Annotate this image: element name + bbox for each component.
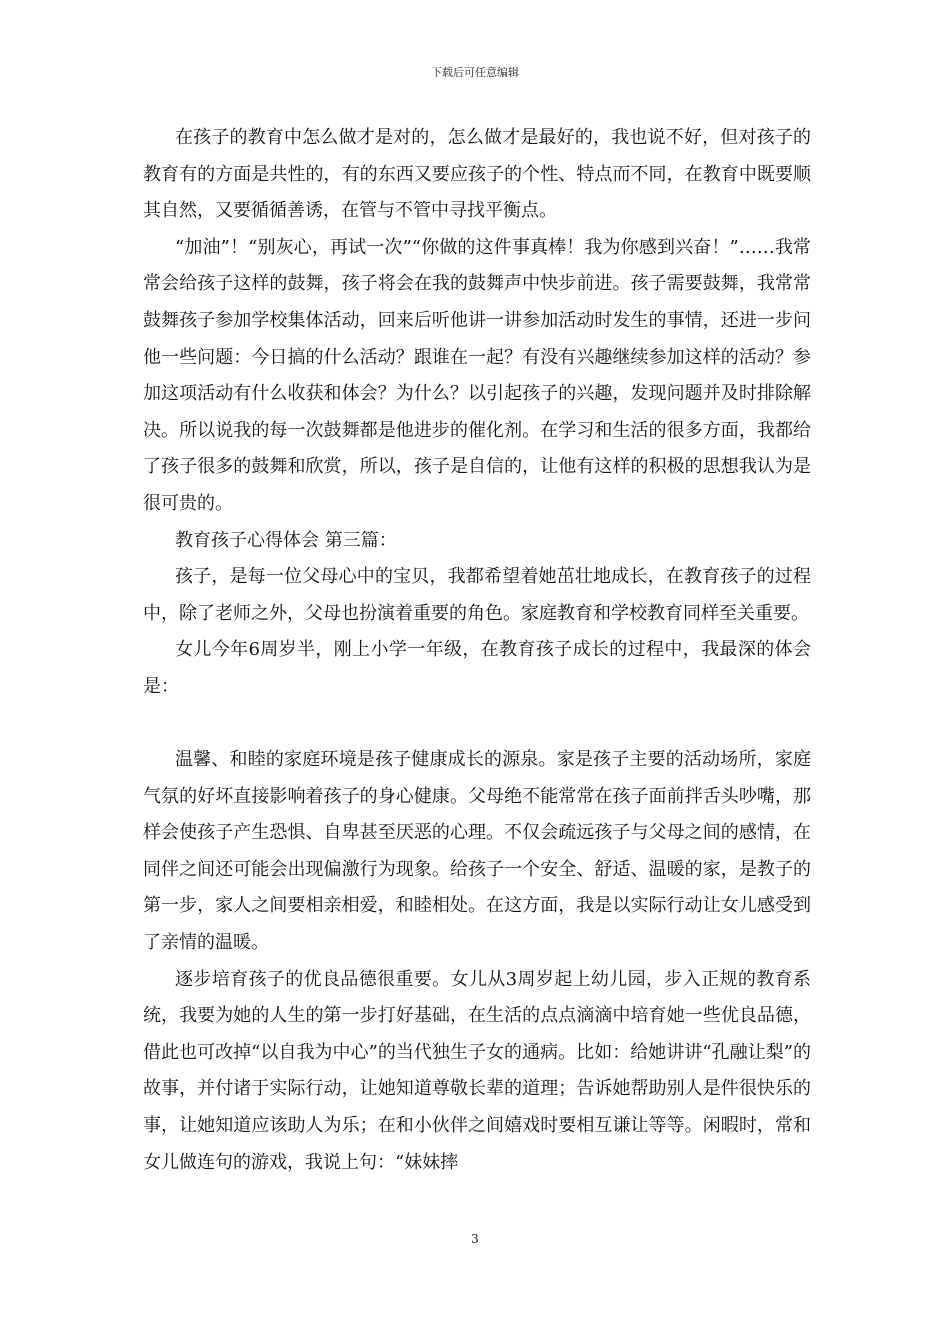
document-body bbox=[143, 120, 811, 1181]
page-number: 3 bbox=[471, 1232, 479, 1246]
paragraph-3: 孩子，是每一位父母心中的宝贝，我都希望着她茁壮地成长，在教育孩子的过程中，除了老师之外，父母也扮演着重要的角色。家庭教育和学校教育同样至关重要。 bbox=[143, 566, 811, 624]
paragraph-6: 逐步培育孩子的优良品德很重要。女儿从3周岁起上幼儿园，步入正规的教育系统，我要为她的人生的第一步打好基础，在生活的点点滴滴中培育她一些优良品德，借此也可改掉“以自我为中心”的当代独生子女的通病。比如：给她讲讲“孔融让梨”的故事，并付诸于实际行动，让她知道尊敬长辈的道理；告诉她帮助别人是件很快乐的事，让她知道应该助人为乐；在和小伙伴之间嬉戏时要相互谦让等等。闲暇时，常和女儿做连句的游戏，我说上句：“妹妹摔 bbox=[143, 968, 811, 1173]
blank-line bbox=[143, 706, 811, 743]
paragraph-4: 女儿今年6周岁半，刚上小学一年级，在教育孩子成长的过程中，我最深的体会是： bbox=[143, 639, 811, 697]
section-heading: 教育孩子心得体会 第三篇： bbox=[175, 529, 397, 551]
paragraph-5: 温馨、和睦的家庭环境是孩子健康成长的源泉。家是孩子主要的活动场所，家庭气氛的好坏直接影响着孩子的身心健康。父母绝不能常常在孩子面前拌舌头吵嘴，那样会使孩子产生恐惧、自卑甚至厌恶的心理。不仅会疏远孩子与父母之间的感情，在同伴之间还可能会出现偏激行为现象。给孩子一个安全、舒适、温暖的家，是教子的第一步，家人之间要相亲相爱，和睦相处。在这方面，我是以实际行动让女儿感受到了亲情的温暖。 bbox=[143, 749, 811, 954]
paragraph-2: “加油”！“别灰心，再试一次”“你做的这件事真棒！我为你感到兴奋！”……我常常会给孩子这样的鼓舞，孩子将会在我的鼓舞声中快步前进。孩子需要鼓舞，我常常鼓舞孩子参加学校集体活动，回来后听他讲一讲参加活动时发生的事情，还进一步问他一些问题：今日搞的什么活动？跟谁在一起？有没有兴趣继续参加这样的活动？参加这项活动有什么收获和体会？为什么？以引起孩子的兴趣，发现问题并及时排除解决。所以说我的每一次鼓舞都是他进步的催化剂。在学习和生活的很多方面，我都给了孩子很多的鼓舞和欣赏，所以，孩子是自信的，让他有这样的积极的思想我认为是很可贵的。 bbox=[143, 236, 811, 514]
page-header-note: 下载后可任意编辑 bbox=[431, 66, 519, 79]
paragraph-1: 在孩子的教育中怎么做才是对的，怎么做才是最好的，我也说不好，但对孩子的教育有的方面是共性的，有的东西又要应孩子的个性、特点而不同，在教育中既要顺其自然，又要循循善诱，在管与不管中寻找平衡点。 bbox=[143, 127, 811, 222]
